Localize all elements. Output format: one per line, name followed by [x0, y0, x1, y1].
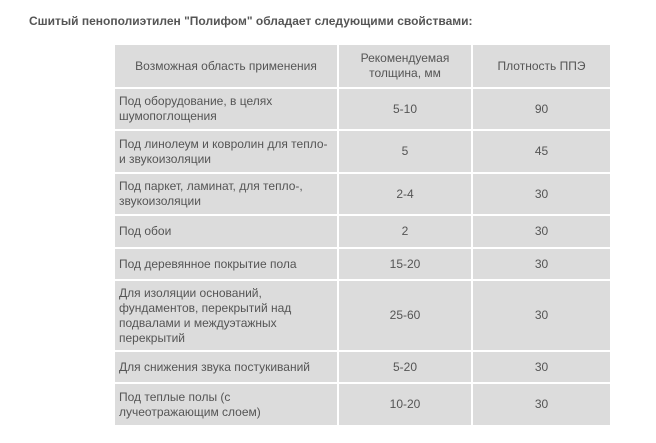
cell-density: 30 — [473, 352, 610, 384]
page-heading: Сшитый пенополиэтилен "Полифом" обладает следующими свойствами: — [29, 14, 473, 28]
header-application-area: Возможная область применения — [115, 45, 339, 89]
table-header-row — [115, 45, 610, 89]
header-density: Плотность ППЭ — [473, 45, 610, 89]
table-row — [115, 281, 610, 352]
table-row — [115, 131, 610, 174]
cell-thickness: 15-20 — [339, 249, 473, 281]
header-thickness: Рекомендуемая толщина, мм — [339, 45, 473, 89]
table-row — [115, 174, 610, 216]
properties-table — [115, 45, 610, 427]
cell-thickness: 25-60 — [339, 281, 473, 352]
cell-density: 30 — [473, 174, 610, 216]
cell-density: 30 — [473, 384, 610, 427]
cell-thickness: 10-20 — [339, 384, 473, 427]
cell-application: Под теплые полы (с лучеотражающим слоем) — [115, 384, 339, 427]
cell-application: Для снижения звука постукиваний — [115, 352, 339, 384]
cell-density: 30 — [473, 249, 610, 281]
cell-density: 45 — [473, 131, 610, 174]
cell-application: Под паркет, ламинат, для тепло-, звукоизоляции — [115, 174, 339, 216]
cell-application: Для изоляции оснований, фундаментов, перекрытий над подвалами и междуэтажных перекрытий — [115, 281, 339, 352]
table-row — [115, 89, 610, 131]
table-row — [115, 352, 610, 384]
cell-density: 30 — [473, 281, 610, 352]
cell-thickness: 2 — [339, 216, 473, 249]
table-row — [115, 384, 610, 427]
cell-thickness: 5 — [339, 131, 473, 174]
cell-application: Под линолеум и ковролин для тепло- и звукоизоляции — [115, 131, 339, 174]
cell-thickness: 5-10 — [339, 89, 473, 131]
table-row — [115, 249, 610, 281]
cell-thickness: 5-20 — [339, 352, 473, 384]
cell-application: Под оборудование, в целях шумопоглощения — [115, 89, 339, 131]
cell-density: 90 — [473, 89, 610, 131]
cell-application: Под деревянное покрытие пола — [115, 249, 339, 281]
cell-thickness: 2-4 — [339, 174, 473, 216]
cell-application: Под обои — [115, 216, 339, 249]
table-row — [115, 216, 610, 249]
cell-density: 30 — [473, 216, 610, 249]
